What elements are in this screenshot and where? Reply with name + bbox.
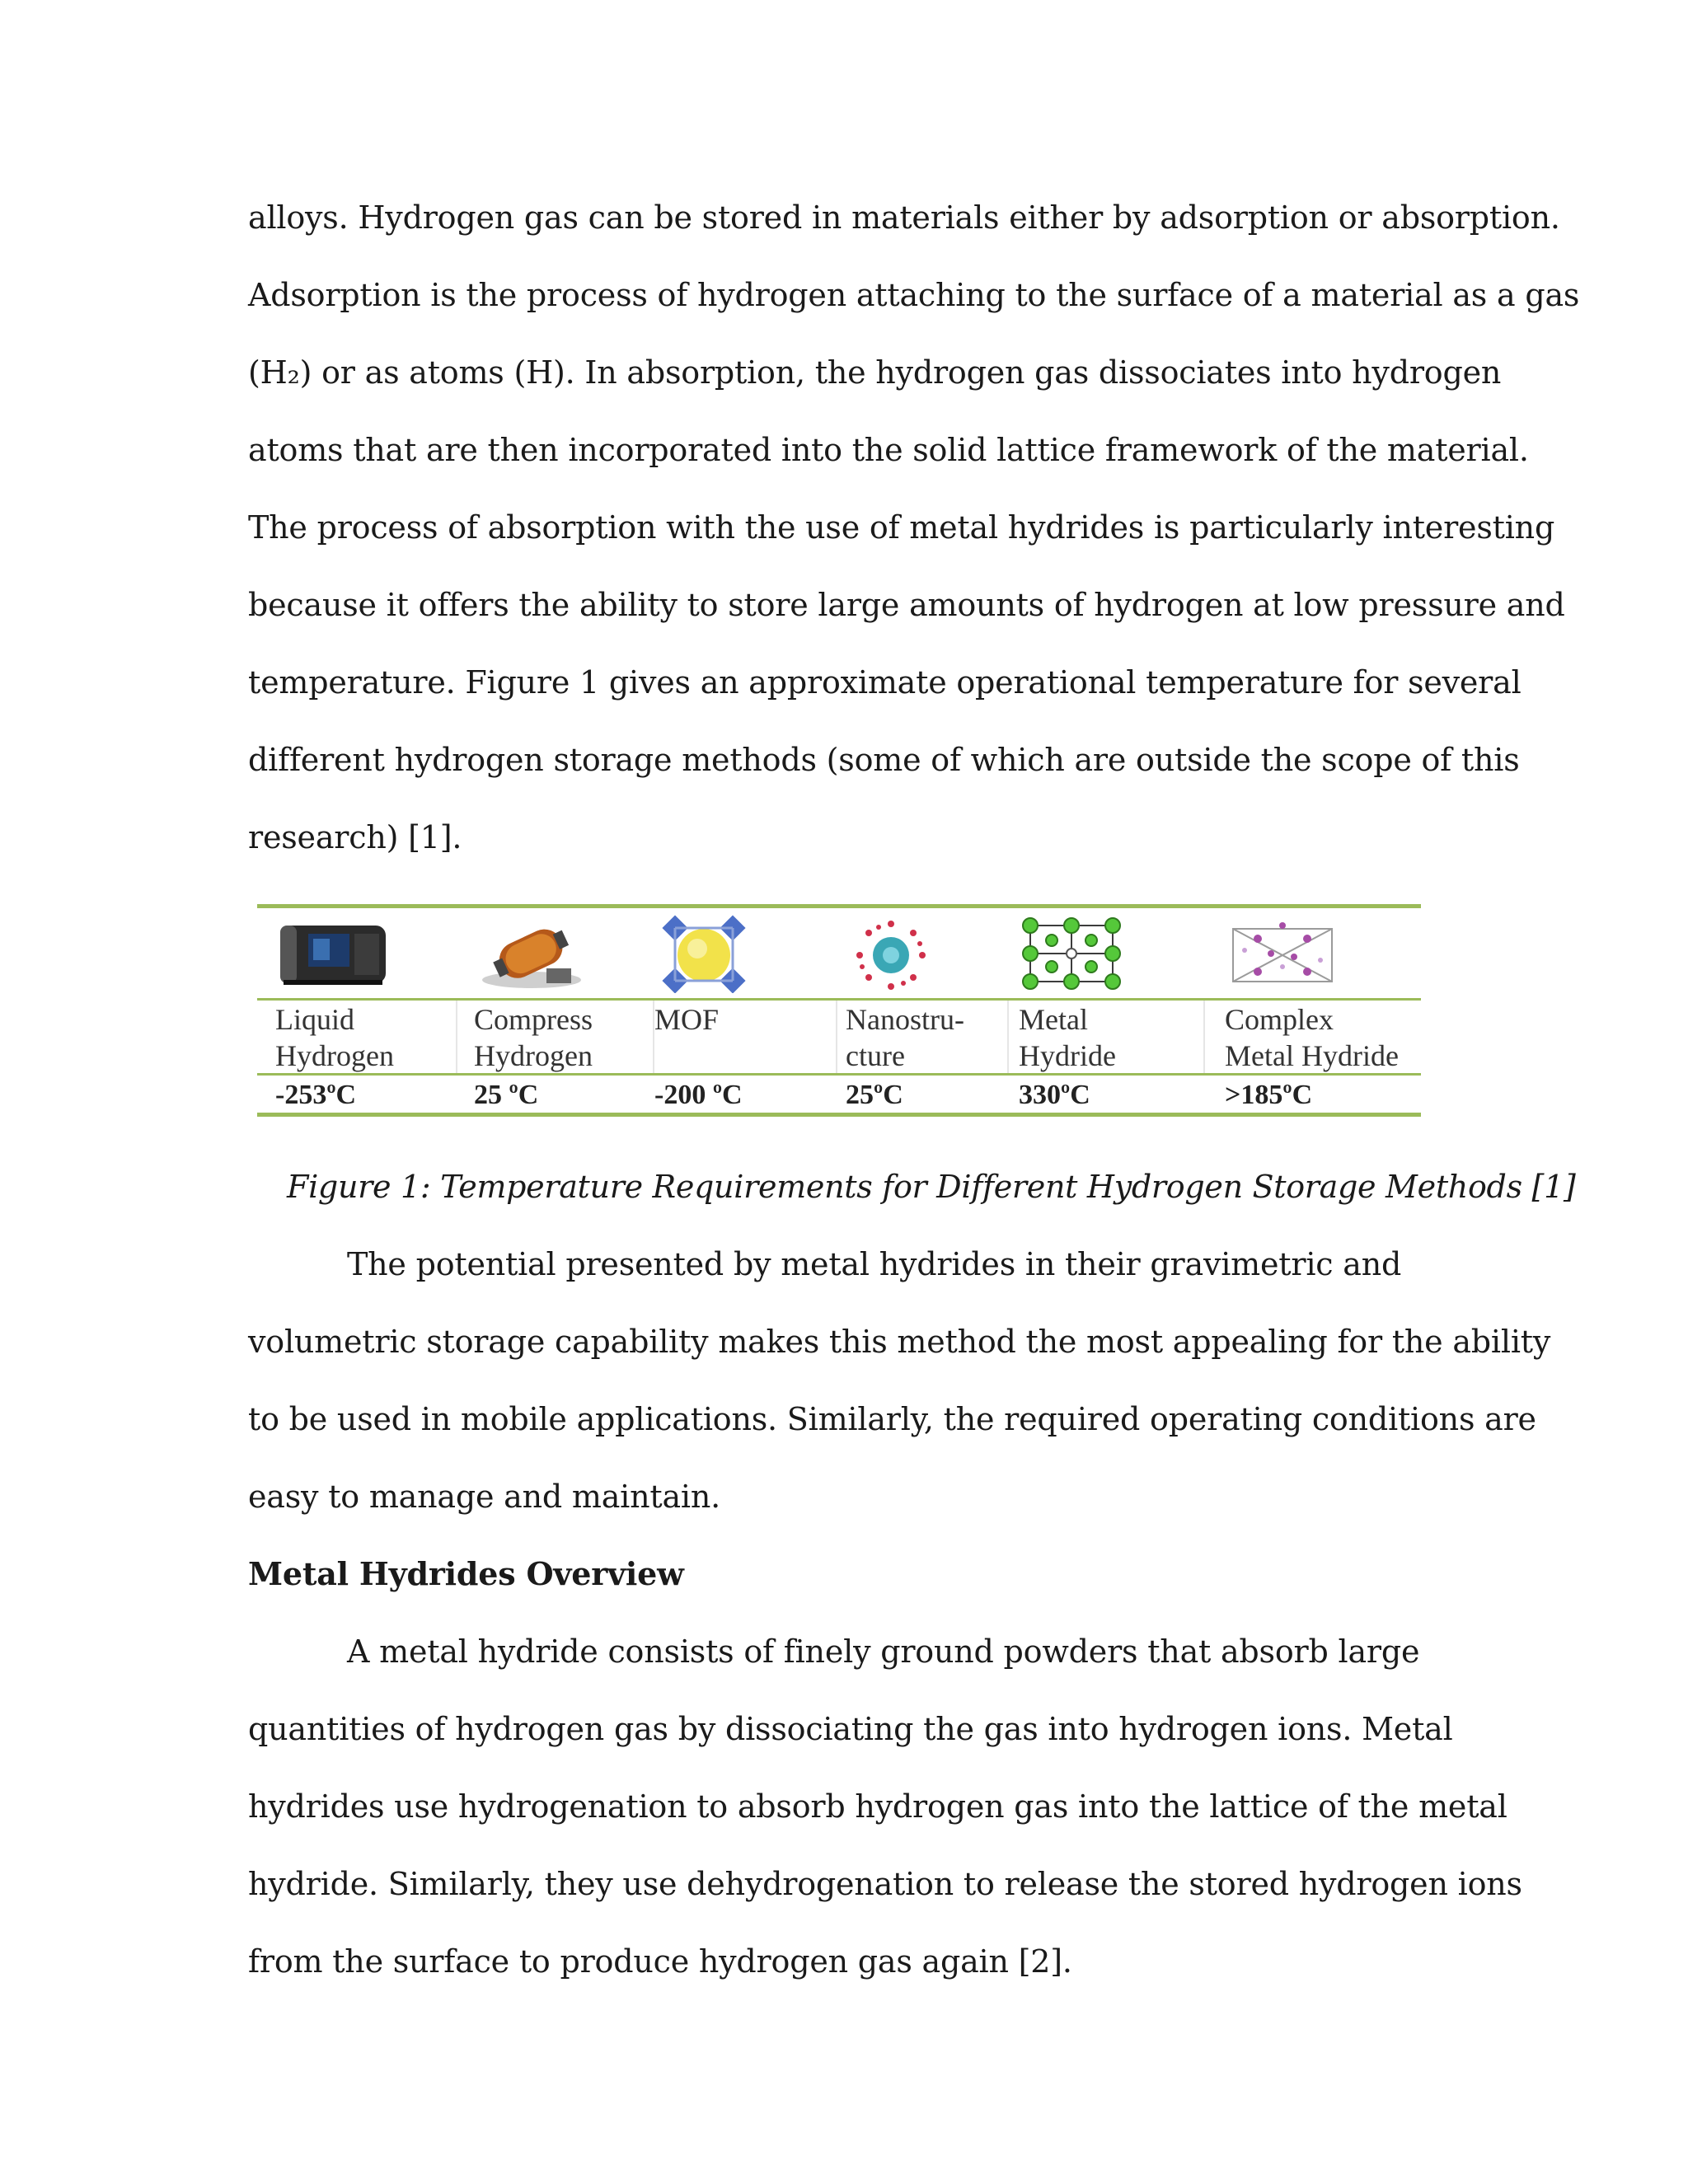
text-line: Adsorption is the process of hydrogen attaching to the surface of a material as a gas — [248, 277, 1580, 313]
section-heading: Metal Hydrides Overview — [248, 1555, 684, 1592]
method-label-line1: Complex — [1225, 1003, 1334, 1036]
method-label-line1: Compress — [474, 1003, 593, 1036]
metal-hydride-lattice-icon — [1019, 914, 1126, 993]
text-line: volumetric storage capability makes this method the most appealing for the ability — [248, 1324, 1551, 1360]
method-liquid-hydrogen — [257, 904, 455, 1117]
text-line: alloys. Hydrogen gas can be stored in materials either by adsorption or absorption. — [248, 199, 1560, 236]
figure-storage-methods — [257, 904, 1421, 1121]
method-label — [275, 1001, 394, 1074]
method-label-line2: Metal Hydride — [1225, 1039, 1399, 1072]
method-mof — [654, 904, 836, 1117]
method-label-line2: Hydride — [1019, 1039, 1116, 1072]
text-line: atoms that are then incorporated into the solid lattice framework of the material. — [248, 432, 1529, 468]
method-metal-hydride — [1009, 904, 1203, 1117]
method-temperature: -253ºC — [275, 1080, 357, 1110]
nanostructure-icon — [846, 914, 936, 993]
method-label-line1: MOF — [654, 1003, 720, 1036]
text-line: easy to manage and maintain. — [248, 1479, 721, 1515]
text-line: research) [1]. — [248, 819, 462, 855]
method-label-line1: Metal — [1019, 1003, 1088, 1036]
liquid-hydrogen-tank-icon — [275, 914, 391, 993]
text-line: because it offers the ability to store large amounts of hydrogen at low pressure and — [248, 587, 1565, 623]
method-compressed-hydrogen — [457, 904, 653, 1117]
mof-structure-icon — [654, 914, 753, 993]
method-label — [474, 1001, 593, 1074]
method-temperature: 25ºC — [846, 1080, 903, 1110]
text-line: temperature. Figure 1 gives an approximate operational temperature for several — [248, 664, 1522, 701]
method-temperature: >185ºC — [1225, 1080, 1313, 1110]
figure-caption: Figure 1: Temperature Requirements for Different Hydrogen Storage Methods [1] — [287, 1169, 1576, 1205]
complex-metal-hydride-icon — [1225, 914, 1340, 993]
text-line: (H₂) or as atoms (H). In absorption, the hydrogen gas dissociates into hydrogen — [248, 354, 1502, 391]
method-label — [1225, 1001, 1399, 1074]
text-line: hydrides use hydrogenation to absorb hydrogen gas into the lattice of the metal — [248, 1788, 1507, 1825]
method-label — [846, 1001, 964, 1074]
method-nanostructure — [837, 904, 1007, 1117]
text-line: A metal hydride consists of finely ground powders that absorb large — [347, 1633, 1420, 1670]
text-line: from the surface to produce hydrogen gas again [2]. — [248, 1943, 1072, 1980]
method-temperature: 25 ºC — [474, 1080, 539, 1110]
method-label-line1: Liquid — [275, 1003, 354, 1036]
method-temperature: -200 ºC — [654, 1080, 743, 1110]
method-label — [1019, 1001, 1116, 1074]
text-line: The process of absorption with the use of metal hydrides is particularly interesting — [248, 509, 1555, 546]
method-temperature: 330ºC — [1019, 1080, 1090, 1110]
text-line: to be used in mobile applications. Similarly, the required operating conditions are — [248, 1401, 1536, 1437]
method-label — [654, 1001, 719, 1038]
text-line: The potential presented by metal hydrides in their gravimetric and — [347, 1246, 1402, 1282]
compressed-hydrogen-cylinder-icon — [474, 914, 589, 993]
method-label-line2: Hydrogen — [275, 1039, 394, 1072]
text-line: hydride. Similarly, they use dehydrogenation to release the stored hydrogen ions — [248, 1866, 1522, 1902]
text-line: quantities of hydrogen gas by dissociating the gas into hydrogen ions. Metal — [248, 1711, 1453, 1747]
method-label-line2: Hydrogen — [474, 1039, 593, 1072]
method-label-line1: Nanostru- — [846, 1003, 964, 1036]
method-label-line2: cture — [846, 1039, 905, 1072]
text-line: different hydrogen storage methods (some of which are outside the scope of this — [248, 742, 1520, 778]
method-complex-metal-hydride — [1205, 904, 1421, 1117]
